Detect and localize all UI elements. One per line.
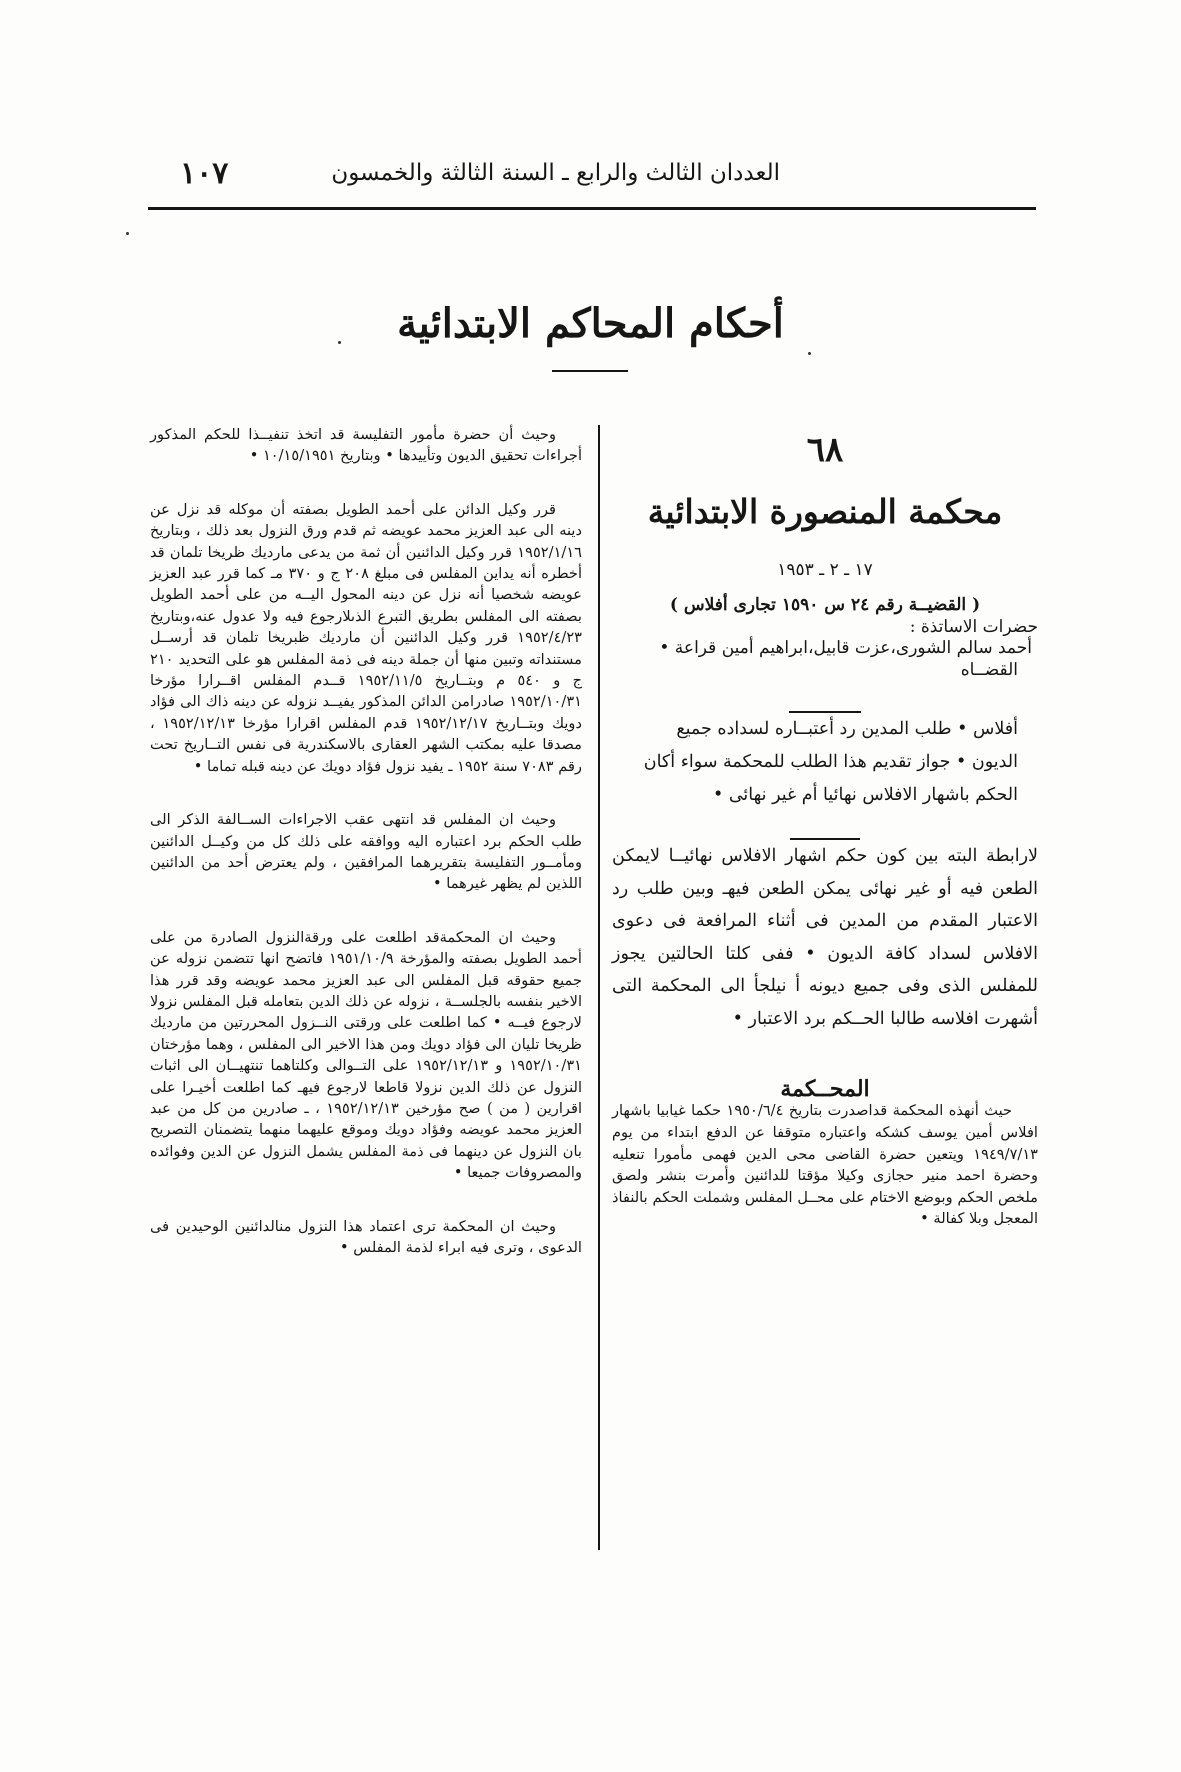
title-divider <box>552 370 628 372</box>
court-name: محكمة المنصورة الابتدائية <box>647 492 1003 531</box>
body-paragraph: قرر وكيل الدائن على أحمد الطويل بصفته أن موكله قد نزل عن دينه الى عبد العزيز محمد عويضه ثم قدم ورق النزول بعد ذلك ، وبتاريخ ١٩٥٢/١/١٦ قرر وكيل الدائنين أن ثمة من يدعى مارديك ظريخا تلمان قد أخطره أنه يداين المفلس فى مبلغ ٢٠٨ ج و ٣٧٠ مـ كما قرر عبد العزيز عويضه شخصيا أنه نزل عن دينه المحول اليــه من على أحمد الطويل بصفته الى المفلس بطريق التبرع الذىلارجوع فيه ولا عدول عنه،وبتاريخ ١٩٥٢/٤/٢٣ قرر وكيل الدائنين أن مارديك ظبريخا تلمان قد أرســل مستنداته وتبين منها أن جملة دينه فى ذمة المفلس هو على التحديد ٢١٠ ج و ٥٤٠ م وبتــاريخ ١٩٥٢/١١/٥ قــدم المفلس اقــرارا مؤرخا ١٩٥٢/١٠/٣١ صادرامن الدائن المذكور يفيــد نزوله عن دينه ذاك الى فؤاد دويك وبتــاريخ ١٩٥٢/١٢/١٧ قدم المفلس اقرارا مؤرخا ١٩٥٢/١٢/١٣ ، مصدقا عليه بمكتب الشهر العقارى بالاسكندرية فى نفس التــاريخ تحت رقم ٧٠٨٣ سنة ١٩٥٢ ـ يفيد نزول فؤاد دويك عن دينه قبله تماما • <box>150 500 582 775</box>
scan-speck <box>808 352 811 355</box>
body-paragraph: وحيث ان المحكمةقد اطلعت على ورقةالنزول الصادرة من على أحمد الطويل بصفته والمؤرخة ١٩٥١/١٠/٩ فاتضح انها تتضمن نزوله عن جميع حقوقه قبل المفلس الى عبد العزيز محمد عويضه وقد قرر هذا الاخير بنفسه بالجلســة ، نزوله عن ذلك الدين بتعامله قبل المفلس نزولا لارجوع فيــه • كما اطلعت على ورقتى النــزول المحررتين من مارديك ظريخا تليان الى فؤاد دويك ومن هذا الاخير الى المفلس ، وهما مؤرختان ١٩٥٢/١٠/٣١ و ١٩٥٢/١٢/١٣ على التــوالى وكلتاهما تنتهيــان الى اثبات النزول عن ذلك الدين نزولا قاطعا لارجوع فيهـ كما اطلعت أخيـرا على اقرارين ( من ) صح مؤرخين ١٩٥٢/١٢/١٣ ، ـ صادرين من كل من عبد العزيز محمد عويضه وفؤاد دويك وموقع عليهما منهما يتضمنان التصريح بان النزول عن دينهما فى ذمة المفلس يشمل النزول عن الدين وفوائده والمصروفات جميعا • <box>150 928 582 1182</box>
judges-names: أحمد سالم الشورى،عزت قابيل،ابراهيم أمين قراعة • <box>659 638 1032 659</box>
scan-speck <box>126 232 129 235</box>
section-title-text: أحكام المحاكم الابتدائية <box>397 300 784 347</box>
judgment-date: ١٧ ـ ٢ ـ ١٩٥٣ <box>777 560 873 580</box>
header-rule <box>148 207 1036 210</box>
column-divider <box>598 425 600 1550</box>
ruling-paragraph: حيث أنهذه المحكمة قداصدرت بتاريخ ١٩٥٠/٦/٤ حكما غيابيا باشهار افلاس أمين يوسف كشكه واعتباره متوقفا عن الدفع ابتداء من يوم ١٩٤٩/٧/١٣ ويتعين حضرة القاضى محى الدين فهمى مأمورا تنعليه وحضرة احمد منير حجازى وكيلا مؤقتا للدائنين وأمرت بنشر ولصق ملخص الحكم وبوضع الاختام على محــل المفلس وشملت الحكم بالنفاذ المعجل وبلا كفالة • <box>612 1102 1038 1228</box>
legal-principle: لارابطة البته بين كون حكم اشهار الافلاس نهائيــا لايمكن الطعن فيه أو غير نهائى يمكن الطعن فيهـ وبين طلب رد الاعتبار المقدم من المدين فى أثناء المرافعة فى دعوى الافلاس لسداد كافة الديون • ففى كلتا الحالتين يجوز للمفلس الذى وفى جميع ديونه أ نيلجأ الى المحكمة التى أشهرت افلاسه طالبا الحــكم برد الاعتبار • <box>612 846 1038 1029</box>
right-column <box>612 424 1038 1230</box>
scan-speck <box>338 341 341 344</box>
court-heading: المحــكمة <box>780 1076 870 1103</box>
body-paragraph: وحيث ان المحكمة ترى اعتماد هذا النزول منالدائنين الوحيدين فى الدعوى ، وترى فيه ابراء لذمة المفلس • <box>150 1217 582 1256</box>
journal-issue-title: العددان الثالث والرابع ـ السنة الثالثة والخمسون <box>331 160 780 186</box>
left-column <box>150 424 582 1290</box>
running-header <box>150 156 1030 208</box>
section-title <box>0 300 1181 347</box>
headnote: أفلاس • طلب المدين رد أعتبــاره لسداده جميع الديون • جواز تقديم هذا الطلب للمحكمة سواء أكان الحكم باشهار الافلاس نهائيا أم غير نهائى • <box>643 719 1018 806</box>
body-paragraph: وحيث ان المفلس قد انتهى عقب الاجراءات الســالفة الذكر الى طلب الحكم برد اعتباره اليه ووافقه على ذلك كل من وكيــل الدائنين ومأمــور التفليسة بتقريرهما المرافقين ، ولم يعترض أحد من الدائنين اللذين لم يظهر غيرهما • <box>150 811 582 893</box>
counsel-label: حضرات الاساتذة : <box>909 616 1038 637</box>
case-reference: ( القضيــة رقم ٢٤ س ١٥٩٠ تجارى أفلاس ) <box>669 595 981 616</box>
body-paragraph: وحيث أن حضرة مأمور التفليسة قد اتخذ تنفيــذا للحكم المذكور أجراءات تحقيق الديون وتأييدها • وبتاريخ ١٠/١٥/١٩٥١ • <box>150 426 582 465</box>
page-number: ١٠٧ <box>180 156 229 191</box>
judges-role: القضــاه <box>960 659 1018 680</box>
case-number: ٦٨ <box>806 430 844 470</box>
